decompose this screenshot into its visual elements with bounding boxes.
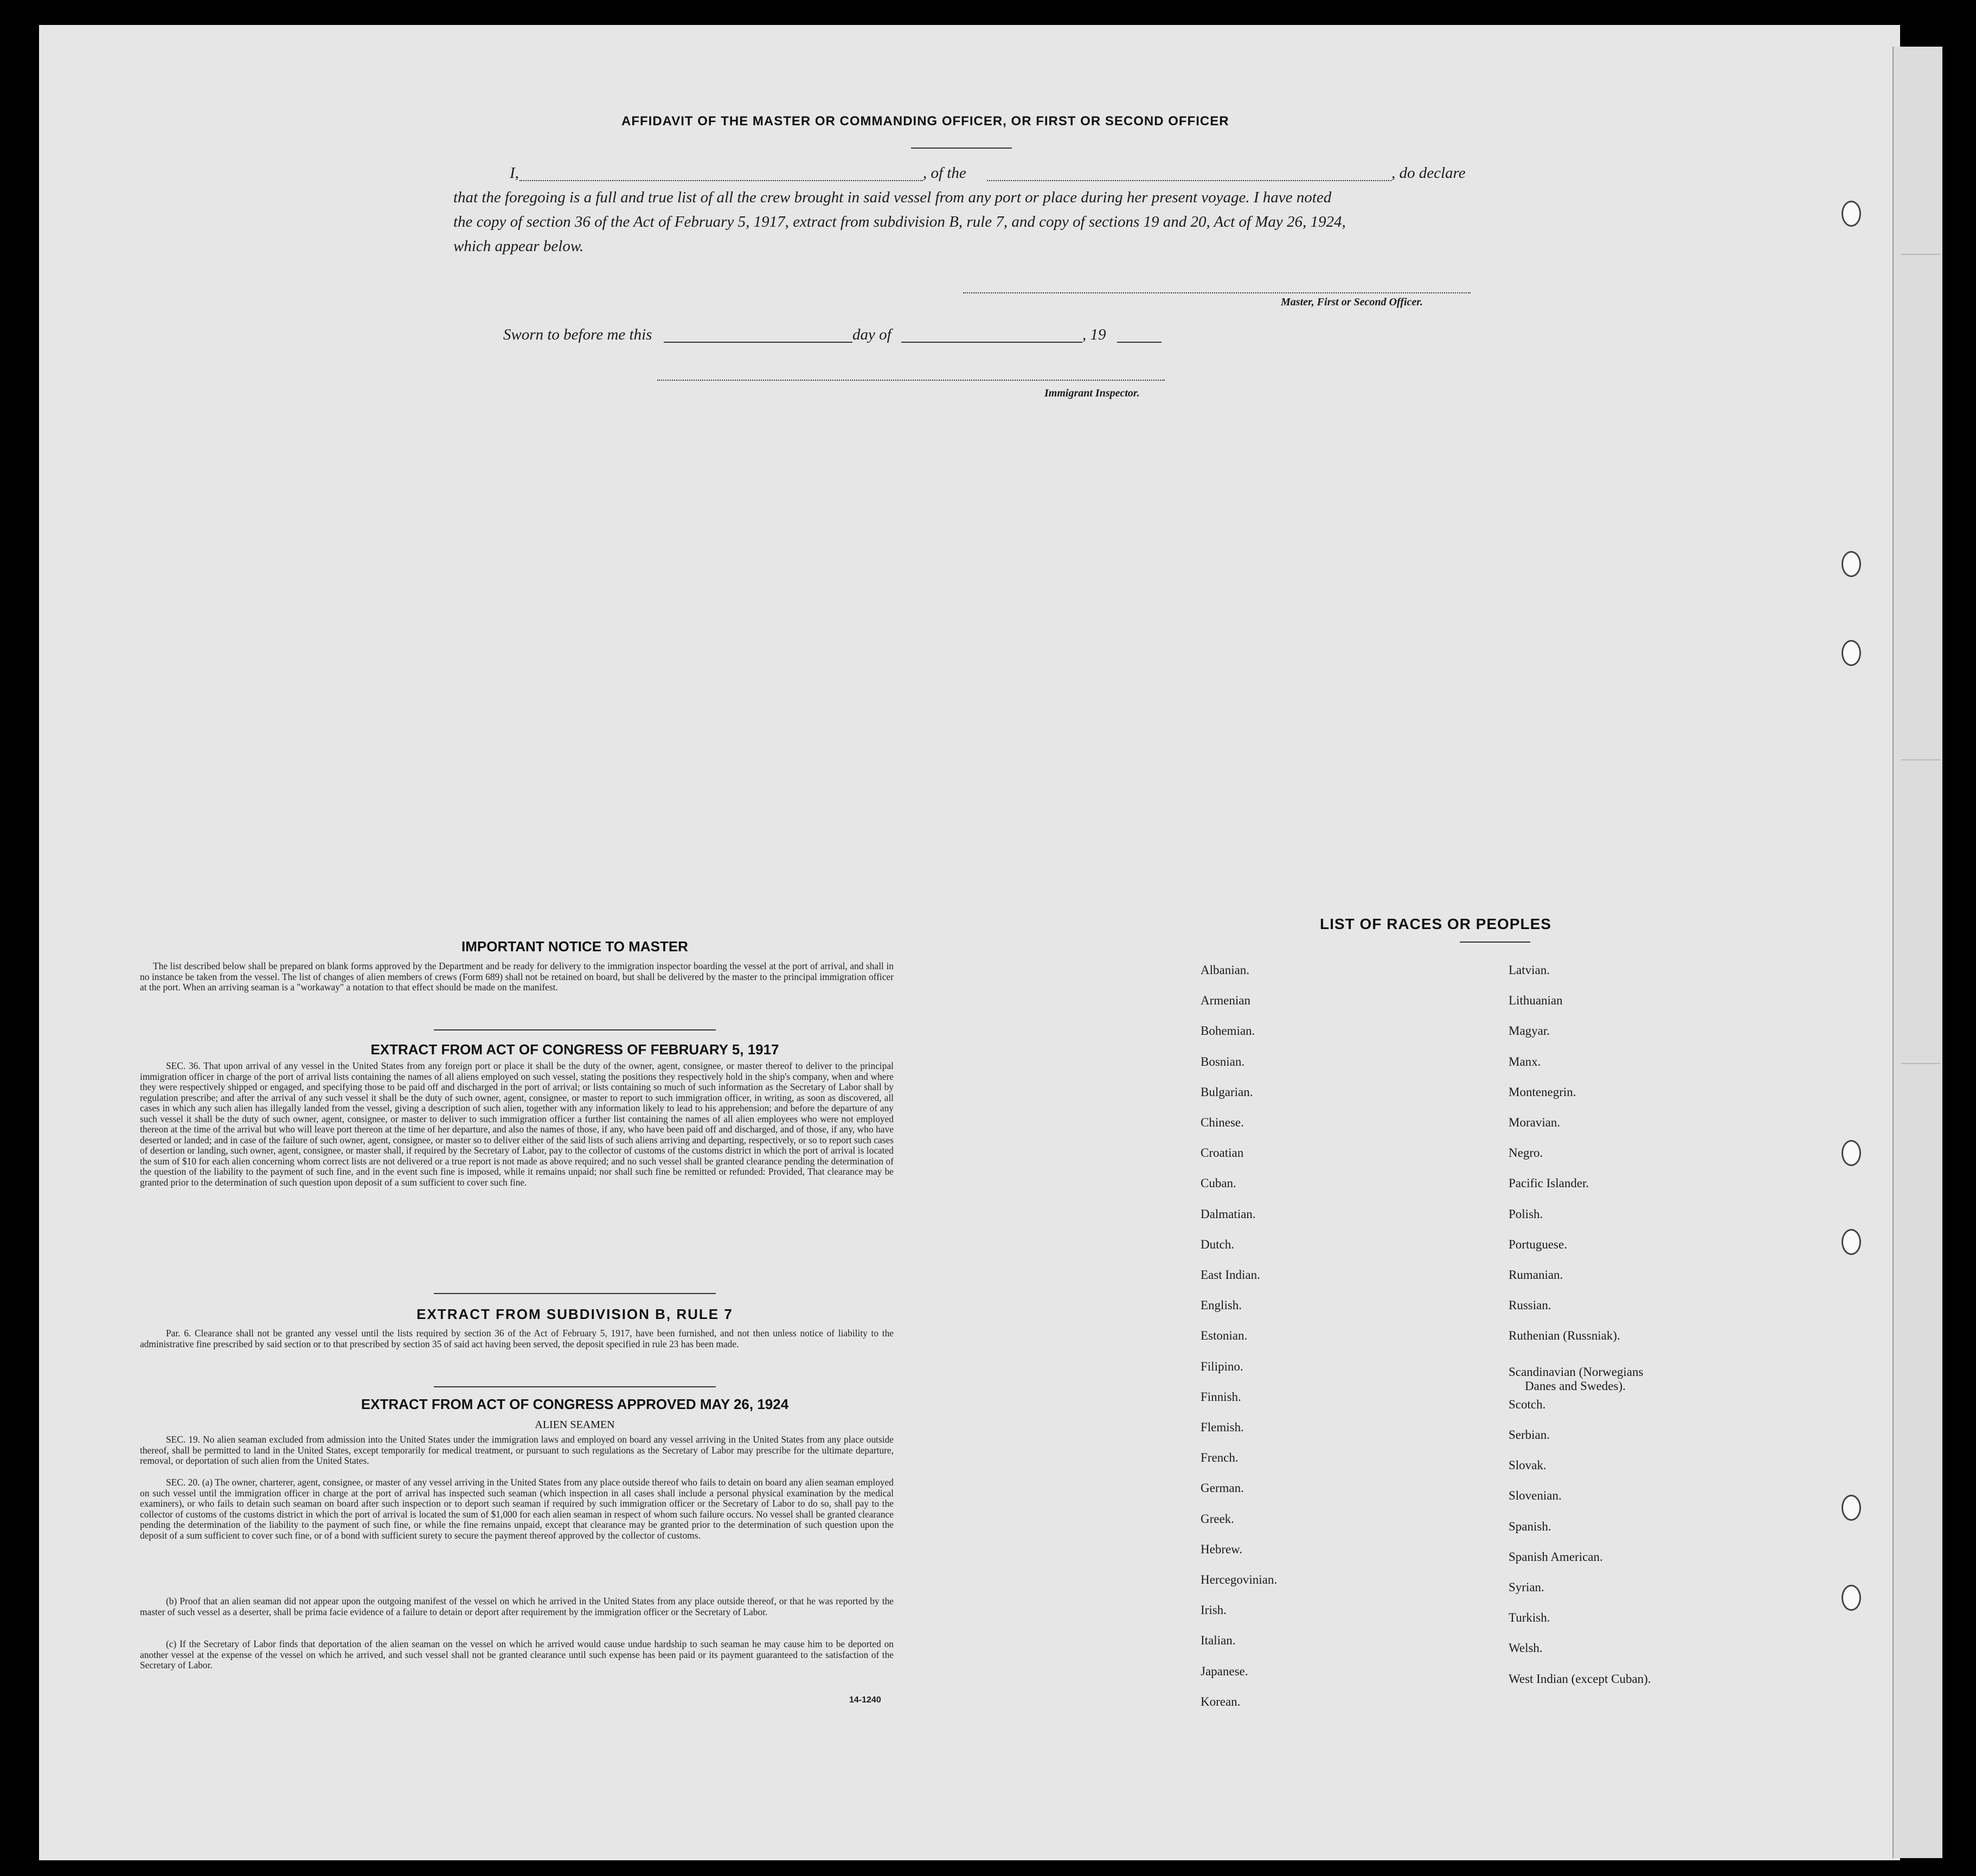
master-signature-field[interactable]	[963, 292, 1471, 293]
race-item: Hercegovinian.	[1201, 1573, 1278, 1586]
race-item: Bohemian.	[1201, 1024, 1255, 1038]
extract-1924-sec19: SEC. 19. No alien seaman excluded from admission into the United States under the immigration laws and employed on board any vessel arriving in the United States from any place outside thereof, shall be permitted to land in the United States, except temporarily for medical treatment, or pursuant to such regulations as the Secretary of Labor may prescribe for the ultimate departure, removal, or deportation of such alien from the United States.	[140, 1434, 894, 1466]
sworn-day-field[interactable]	[664, 342, 852, 343]
race-item: Albanian.	[1201, 963, 1250, 977]
race-item: Portuguese.	[1509, 1237, 1567, 1251]
race-item: Latvian.	[1509, 963, 1550, 977]
race-item: Dutch.	[1201, 1237, 1234, 1251]
races-title-rule	[1460, 942, 1530, 943]
race-item: Greek.	[1201, 1512, 1234, 1526]
day-of-label: day of	[852, 326, 891, 343]
year-label: , 19	[1082, 326, 1106, 343]
race-item: Korean.	[1201, 1694, 1241, 1708]
race-item: Scotch.	[1509, 1397, 1546, 1411]
form-number: 14-1240	[849, 1695, 881, 1705]
race-item: Welsh.	[1509, 1641, 1543, 1655]
inspector-signature-field[interactable]	[657, 380, 1165, 381]
notice-title: IMPORTANT NOTICE TO MASTER	[461, 938, 688, 955]
extract-1924-sec20b: (b) Proof that an alien seaman did not appear upon the outgoing manifest of the vessel on which he arrived in the United States from any place outside thereof, or that he was reported by the master of such vessel as a deserter, shall be prima facie evidence of a failure to detain or deport after requirement by the immigration officer or the Secretary of Labor.	[140, 1596, 894, 1617]
underlying-page-edge	[1892, 47, 1942, 1858]
race-item: Flemish.	[1201, 1420, 1244, 1434]
race-item: Ruthenian (Russniak).	[1509, 1329, 1620, 1343]
extract-1924-sec20a: SEC. 20. (a) The owner, charterer, agent, consignee, or master of any vessel arriving in the United States from any place outside thereof who fails to detain on board any alien seaman employed on such vessel until the immigration officer in charge at the port of arrival has inspected such seaman (which inspection in all cases shall include a personal physical examination by the medical examiners), or who fails to detain such seaman on board after such inspection or to deport such seaman if required by such immigration officer or the Secretary of Labor to do so, shall pay to the collector of customs of the customs district in which the port of arrival is located the sum of $1,000 for each alien seaman in respect of whom such failure occurs. No vessel shall be granted clearance pending the determination of the liability to the payment of such fine, or while the fine remains unpaid, except that clearance may be granted prior to the determination of such question upon the deposit of a sum sufficient to cover such fine, or of a bond with sufficient surety to secure the payment thereof approved by the collector of customs.	[140, 1477, 894, 1541]
race-item: Bulgarian.	[1201, 1085, 1253, 1099]
race-item: West Indian (except Cuban).	[1509, 1672, 1651, 1686]
affidavit-line-2: that the foregoing is a full and true list of all the crew brought in said vessel from any port or place during her present voyage. I have noted	[453, 189, 1332, 206]
punch-hole	[1842, 1495, 1861, 1521]
race-item: Hebrew.	[1201, 1542, 1243, 1556]
vessel-name-field[interactable]	[987, 180, 1391, 181]
punch-hole	[1842, 201, 1861, 227]
section-divider	[434, 1386, 716, 1387]
sworn-year-field[interactable]	[1117, 342, 1162, 343]
declarant-name-field[interactable]	[519, 180, 923, 181]
race-item: Bosnian.	[1201, 1054, 1245, 1068]
section-divider	[434, 1029, 716, 1030]
race-item: Scandinavian (Norwegians	[1509, 1365, 1644, 1379]
sworn-label: Sworn to before me this	[503, 326, 652, 343]
declare-label: , do declare	[1391, 164, 1466, 182]
section-divider	[434, 1293, 716, 1294]
affidavit-line-4: which appear below.	[453, 238, 584, 255]
race-item: German.	[1201, 1481, 1244, 1495]
extract-1917-title: EXTRACT FROM ACT OF CONGRESS OF FEBRUARY 5, 1917	[370, 1041, 779, 1058]
race-item: Slovenian.	[1509, 1489, 1562, 1503]
punch-hole	[1842, 1585, 1861, 1611]
race-item: East Indian.	[1201, 1268, 1260, 1282]
races-title: LIST OF RACES OR PEOPLES	[1320, 915, 1551, 932]
race-item: Pacific Islander.	[1509, 1176, 1589, 1190]
race-item: Rumanian.	[1509, 1268, 1563, 1282]
race-item: Polish.	[1509, 1207, 1543, 1221]
race-item: Croatian	[1201, 1146, 1244, 1160]
title-rule	[911, 148, 1012, 149]
race-item: Irish.	[1201, 1603, 1227, 1617]
race-item: Dalmatian.	[1201, 1207, 1256, 1221]
grid-line	[1901, 759, 1940, 760]
master-signature-label: Master, First or Second Officer.	[1281, 296, 1423, 308]
race-item: Negro.	[1509, 1146, 1543, 1160]
race-item: Slovak.	[1509, 1458, 1547, 1472]
extract-1917-text: SEC. 36. That upon arrival of any vessel in the United States from any foreign port or place it shall be the duty of the owner, agent, consignee, or master thereof to deliver to the principal immigration officer in charge of the port of arrival lists containing the names of all aliens employed on such vessel, stating the positions they respectively hold in the ship's company, when and where they were respectively shipped or engaged, and specifying those to be paid off and discharged in the port of arrival; or lists containing so much of such information as the Secretary of Labor shall by regulation prescribe; and after the arrival of any such vessel it shall be the duty of such owner, agent, consignee, or master to report to such immigration officer, in writing, as soon as discovered, all cases in which any such alien has illegally landed from the vessel, giving a description of such alien, together with any information likely to lead to his apprehension; and before the departure of any such vessel it shall be the duty of such owner, agent, consignee, or master to deliver to such immigration officer a further list containing the names of all alien employees who were not employed thereon at the time of the arrival but who will leave port thereon at the time of her departure, and also the names of those, if any, who have been paid off and discharged, and of those, if any, who have deserted or landed; and in case of the failure of such owner, agent, consignee, or master so to deliver either of the said lists of such aliens arriving and departing, respectively, or so to report such cases of desertion or landing, such owner, agent, consignee, or master shall, if required by the Secretary of Labor, pay to the collector of customs of the customs district in which the port of arrival is located the sum of $10 for each alien concerning whom correct lists are not delivered or a true report is not made as above required; and no such vessel shall be granted clearance pending the determination of the question of the liability to the payment of such fine, and in the event such fine is imposed, while it remains unpaid; nor shall such fine be remitted or refunded: Provided, That clearance may be granted prior to the determination of such question upon deposit of a sum sufficient to cover such fine.	[140, 1060, 894, 1188]
punch-hole	[1842, 1229, 1861, 1255]
extract-1924-subtitle: ALIEN SEAMEN	[535, 1419, 615, 1431]
grid-line	[1901, 254, 1940, 255]
extract-1924-title: EXTRACT FROM ACT OF CONGRESS APPROVED MAY 26, 1924	[361, 1396, 789, 1412]
inspector-label: Immigrant Inspector.	[1044, 387, 1140, 399]
race-item: English.	[1201, 1298, 1242, 1312]
punch-hole	[1842, 1140, 1861, 1166]
extract-rule7-title: EXTRACT FROM SUBDIVISION B, RULE 7	[416, 1306, 733, 1322]
race-item: Armenian	[1201, 994, 1250, 1008]
notice-text: The list described below shall be prepared on blank forms approved by the Department and be ready for delivery to the immigration inspector boarding the vessel at the port of arrival, and shall in no instance be taken from the vessel. The list of changes of alien members of crews (Form 689) shall not be retained on board, but shall be delivered by the master to the principal immigration officer at the port. When an arriving seaman is a "workaway" a notation to that effect should be made on the manifest.	[140, 961, 894, 993]
race-item: Italian.	[1201, 1634, 1236, 1648]
race-item: Lithuanian	[1509, 994, 1563, 1008]
declarant-prefix: I,	[510, 164, 519, 182]
affidavit-title: AFFIDAVIT OF THE MASTER OR COMMANDING OFFICER, OR FIRST OR SECOND OFFICER	[621, 114, 1229, 129]
race-item: Chinese.	[1201, 1116, 1244, 1129]
race-item: French.	[1201, 1451, 1239, 1465]
race-item: Spanish.	[1509, 1519, 1551, 1533]
race-item: Turkish.	[1509, 1611, 1550, 1625]
race-item: Russian.	[1509, 1298, 1551, 1312]
punch-hole	[1842, 640, 1861, 666]
race-item: Spanish American.	[1509, 1550, 1603, 1564]
race-item: Filipino.	[1201, 1359, 1243, 1373]
affidavit-line-3: the copy of section 36 of the Act of February 5, 1917, extract from subdivision B, rule 7, and copy of sections 19 and 20, Act of May 26, 1924,	[453, 213, 1346, 231]
race-item: Manx.	[1509, 1054, 1541, 1068]
race-item: Magyar.	[1509, 1024, 1550, 1038]
race-item: Danes and Swedes).	[1525, 1379, 1626, 1393]
sworn-month-field[interactable]	[901, 342, 1082, 343]
race-item: Serbian.	[1509, 1428, 1550, 1442]
race-item: Estonian.	[1201, 1329, 1248, 1343]
race-item: Cuban.	[1201, 1176, 1236, 1190]
race-item: Moravian.	[1509, 1116, 1561, 1129]
extract-rule7-text: Par. 6. Clearance shall not be granted any vessel until the lists required by section 36 of the Act of February 5, 1917, have been furnished, and not then unless notice of liability to the administrative fine prescribed by said section or to that prescribed by section 35 of said act having been served, the deposit specified in rule 23 has been made.	[140, 1328, 894, 1349]
extract-1924-sec20c: (c) If the Secretary of Labor finds that deportation of the alien seaman on the vessel on which he arrived would cause undue hardship to such seaman he may cause him to be deported on another vessel at the expense of the vessel on which he arrived, and such vessel shall not be granted clearance until such expense has been paid or its payment guaranteed to the satisfaction of the Secretary of Labor.	[140, 1638, 894, 1670]
race-item: Montenegrin.	[1509, 1085, 1576, 1099]
race-item: Finnish.	[1201, 1390, 1241, 1404]
vessel-label: , of the	[923, 164, 966, 182]
punch-hole	[1842, 551, 1861, 577]
grid-line	[1901, 1063, 1940, 1064]
race-item: Japanese.	[1201, 1664, 1248, 1678]
race-item: Syrian.	[1509, 1580, 1544, 1594]
